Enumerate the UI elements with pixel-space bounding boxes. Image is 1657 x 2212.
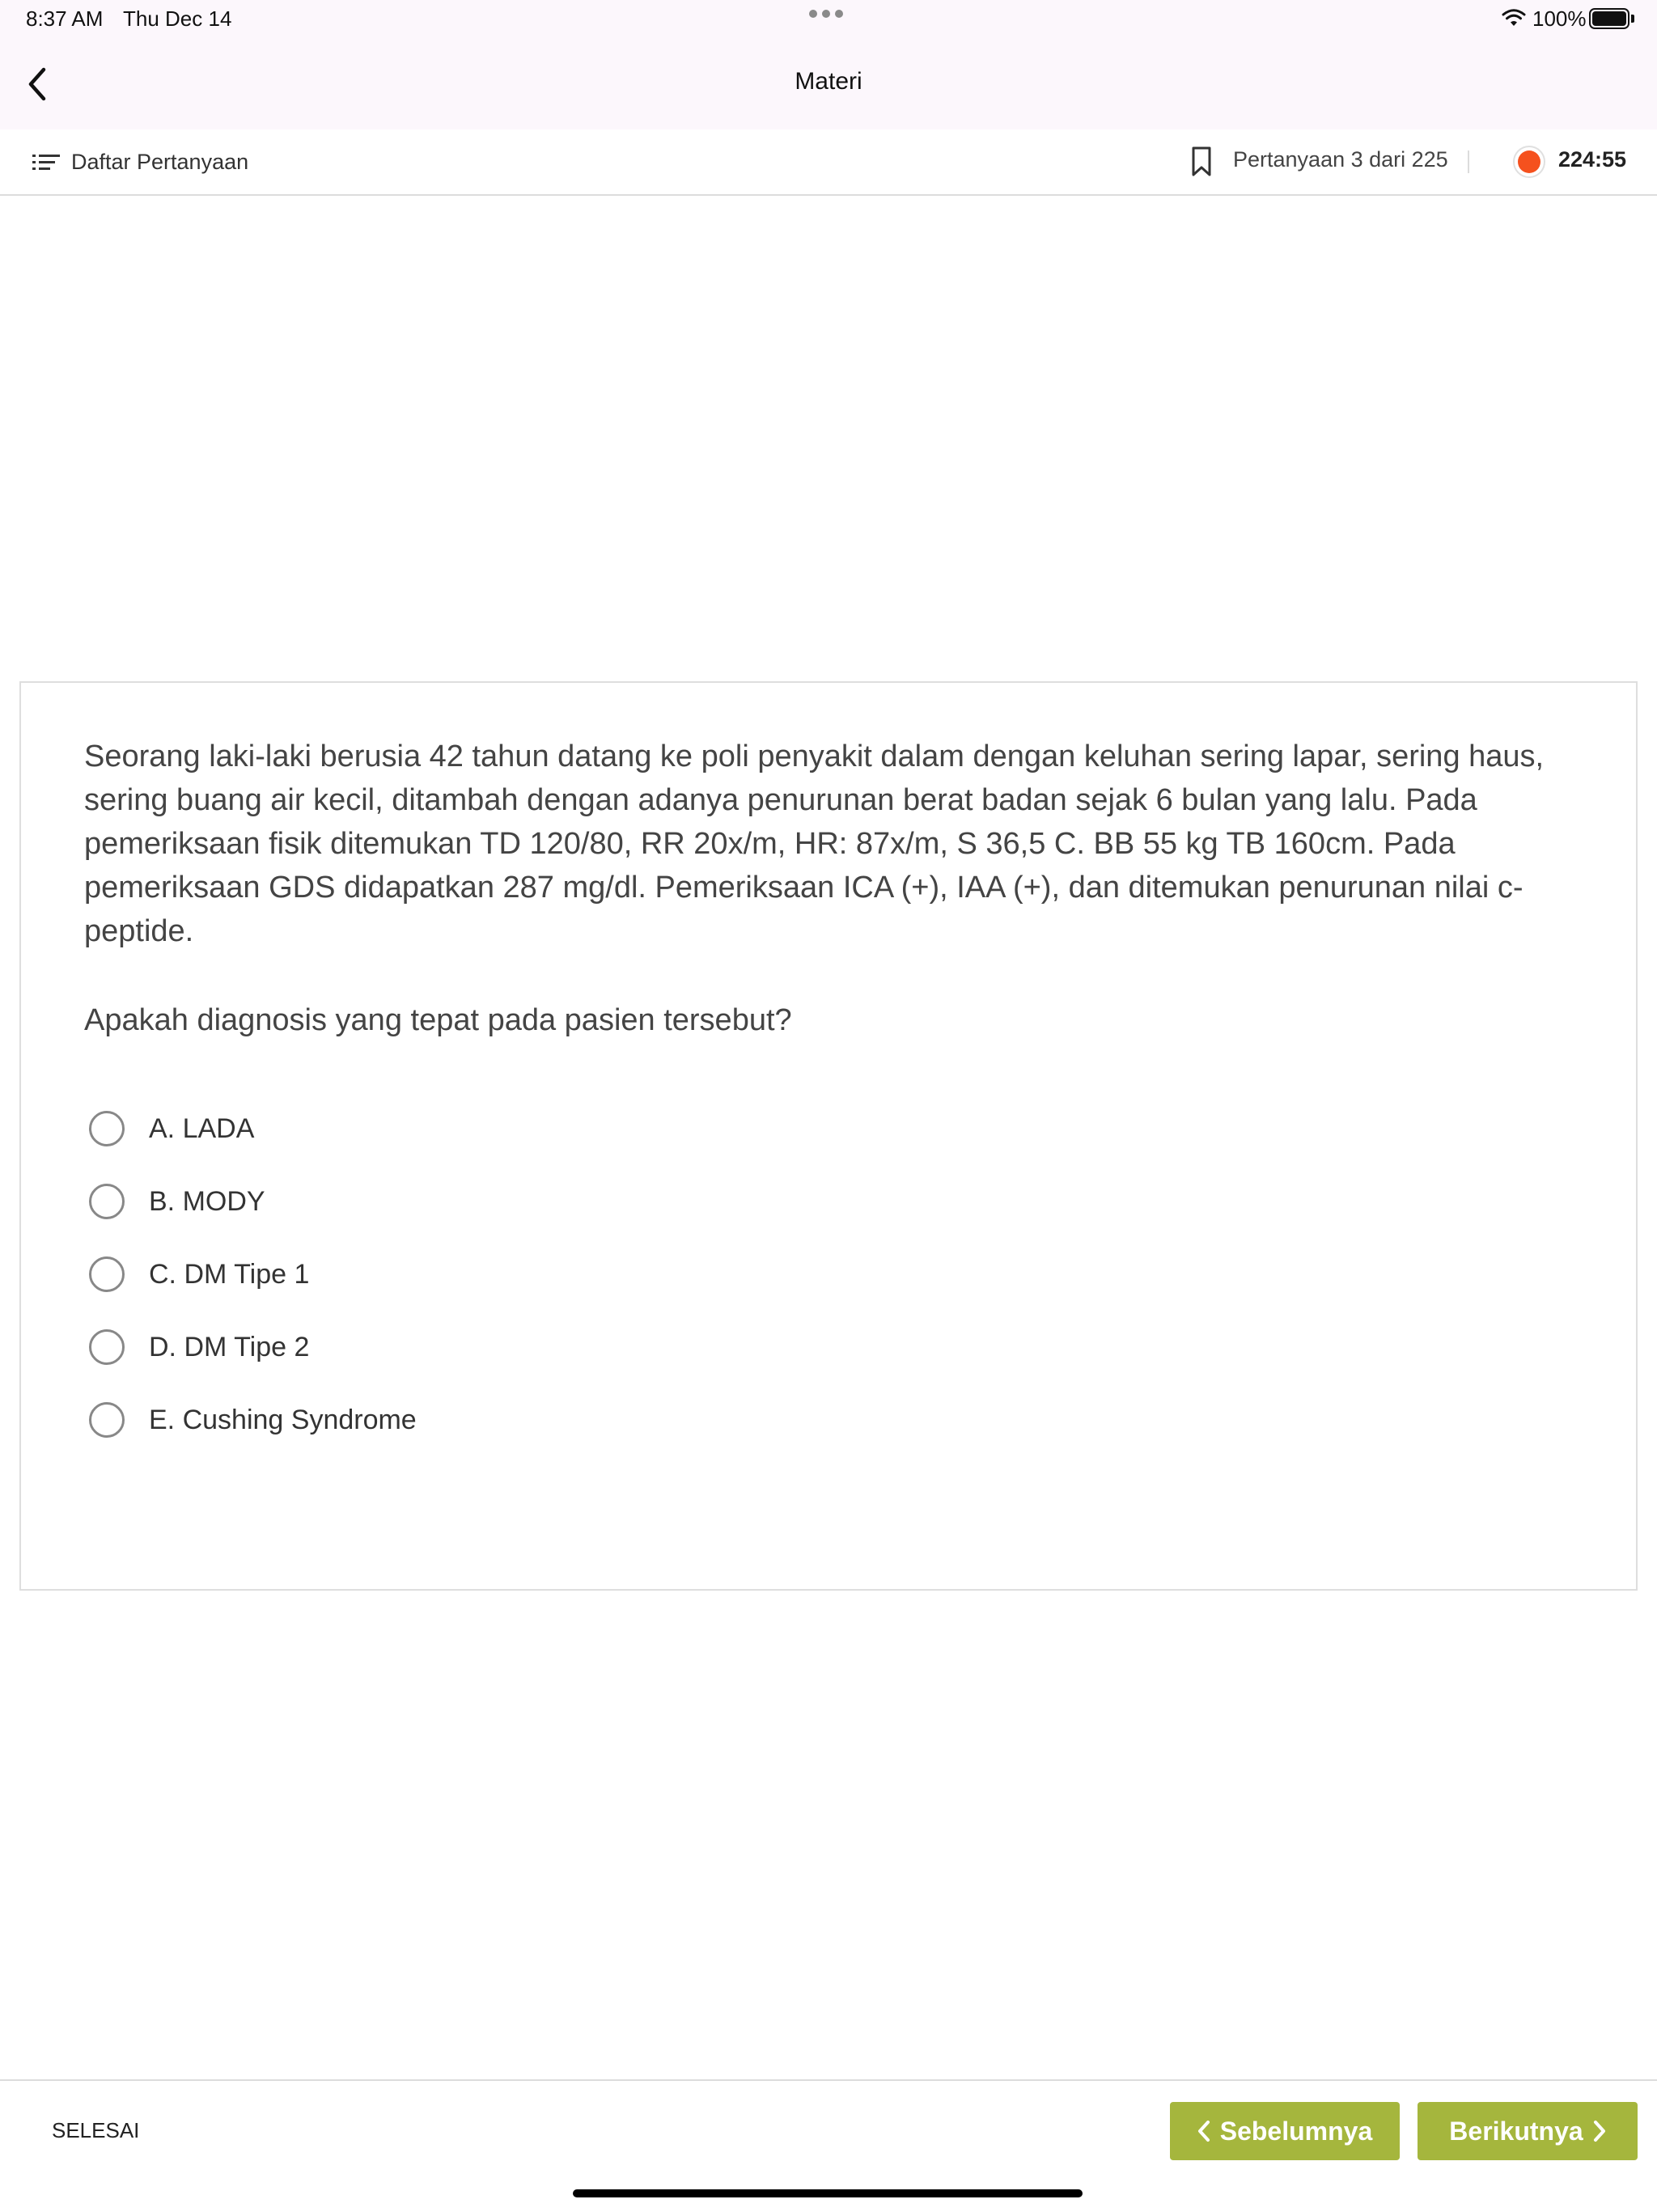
question-list-button[interactable]	[32, 144, 248, 180]
finish-button[interactable]: SELESAI	[52, 2118, 140, 2142]
radio-button[interactable]	[89, 1184, 125, 1219]
answer-option-label: A. LADA	[149, 1112, 255, 1144]
chevron-right-icon	[1593, 2120, 1606, 2142]
chevron-left-icon	[1197, 2120, 1210, 2142]
wifi-icon	[1502, 8, 1526, 28]
countdown-timer: 224:55	[1558, 147, 1627, 172]
battery-tip	[1631, 15, 1634, 23]
answer-option-a[interactable]	[89, 1092, 417, 1165]
record-dot-icon	[1513, 146, 1545, 178]
question-text: Seorang laki-laki berusia 42 tahun datang ke poli penyakit dalam dengan keluhan sering lapar, sering haus, sering buang air kecil, ditambah dengan adanya penurunan berat badan sejak 6 bulan yang lalu. Pada pemeriksaan fisik ditemukan TD 120/80, RR 20x/m, HR: 87x/m, S 36,5 C. BB 55 kg TB 160cm. Pada pemeriksaan GDS didapatkan 287 mg/dl. Pemeriksaan ICA (+), IAA (+), dan ditemukan penurunan nilai c-peptide.	[84, 739, 1545, 948]
multitasking-dots-icon[interactable]	[809, 10, 843, 18]
toolbar-divider	[1468, 150, 1469, 173]
answer-option-label: D. DM Tipe 2	[149, 1331, 310, 1362]
question-prompt: Apakah diagnosis yang tepat pada pasien tersebut?	[84, 1003, 792, 1037]
radio-button[interactable]	[89, 1256, 125, 1292]
question-card	[19, 681, 1638, 1591]
bookmark-icon[interactable]	[1189, 146, 1214, 178]
previous-button-label: Sebelumnya	[1219, 2116, 1373, 2146]
battery-icon	[1589, 8, 1629, 29]
question-toolbar	[0, 129, 1657, 196]
answer-option-d[interactable]	[89, 1311, 417, 1384]
answer-option-c[interactable]	[89, 1238, 417, 1311]
radio-button[interactable]	[89, 1402, 125, 1438]
previous-button[interactable]	[1170, 2102, 1400, 2160]
battery-percentage: 100%	[1532, 6, 1587, 31]
nav-bar	[0, 39, 1657, 129]
answer-option-label: B. MODY	[149, 1185, 265, 1217]
answer-options	[89, 1092, 417, 1456]
question-counter: Pertanyaan 3 dari 225	[1233, 147, 1448, 172]
page-title: Materi	[795, 68, 862, 95]
status-date: Thu Dec 14	[123, 6, 232, 31]
list-icon	[32, 151, 60, 172]
answer-option-label: C. DM Tipe 1	[149, 1258, 310, 1290]
next-button[interactable]	[1418, 2102, 1638, 2160]
status-bar	[0, 0, 1657, 39]
radio-button[interactable]	[89, 1329, 125, 1365]
radio-button[interactable]	[89, 1111, 125, 1146]
answer-option-e[interactable]	[89, 1384, 417, 1456]
home-indicator[interactable]	[573, 2189, 1083, 2197]
question-list-label: Daftar Pertanyaan	[71, 149, 249, 174]
status-time: 8:37 AM	[26, 6, 104, 31]
next-button-label: Berikutnya	[1449, 2116, 1583, 2146]
answer-option-b[interactable]	[89, 1165, 417, 1238]
answer-option-label: E. Cushing Syndrome	[149, 1404, 417, 1435]
